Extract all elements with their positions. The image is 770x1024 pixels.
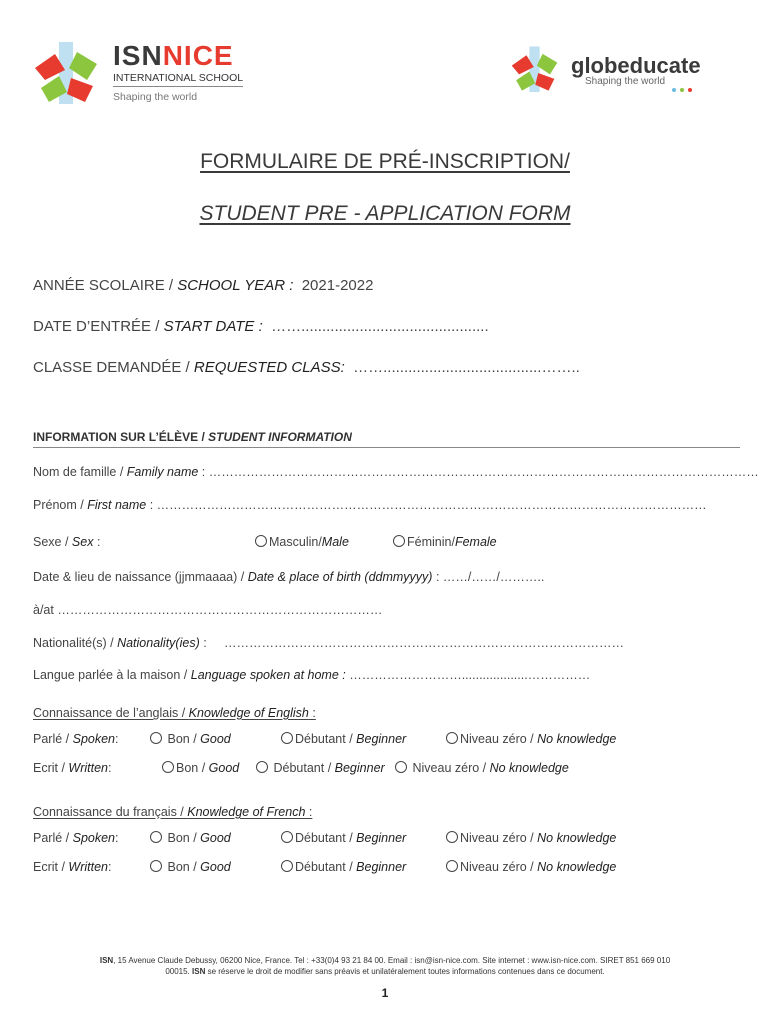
english-heading-en: Knowledge of English xyxy=(188,706,309,720)
beginner-en: Beginner xyxy=(356,831,407,845)
isn-nice-logo xyxy=(33,40,273,108)
language-label-fr: Langue parlée à la maison / xyxy=(33,668,191,682)
french-spoken-beginner[interactable] xyxy=(281,831,406,845)
footer-isn-2: ISN xyxy=(192,967,206,976)
start-date-label-fr: DATE D’ENTRÉE / xyxy=(33,318,164,335)
student-info-heading-fr: INFORMATION SUR L’ÉLÈVE / xyxy=(33,430,209,444)
logo-brand-a: ISN xyxy=(113,40,163,71)
sex-option-male[interactable] xyxy=(255,535,349,549)
school-year-label-en: SCHOOL YEAR : xyxy=(177,277,294,294)
beginner-en: Beginner xyxy=(334,761,385,775)
start-date-field[interactable]: ……............................................. xyxy=(271,318,489,335)
radio-icon[interactable] xyxy=(255,535,267,547)
footer-line2b: se réserve le droit de modifier sans préavis et unilatéralement toutes informations contenues dans ce document. xyxy=(205,967,605,976)
good-fr: Bon / xyxy=(167,860,201,874)
student-info-heading-en: STUDENT INFORMATION xyxy=(208,430,352,444)
sex-option-female[interactable] xyxy=(393,535,497,549)
beginner-en: Beginner xyxy=(356,860,407,874)
logo-subtitle: INTERNATIONAL SCHOOL xyxy=(113,72,243,87)
language-field[interactable]: ………………………...................…………… xyxy=(345,668,591,682)
french-written-fr: Ecrit / xyxy=(33,860,69,874)
english-written-beginner[interactable] xyxy=(256,761,385,775)
radio-icon[interactable] xyxy=(281,732,293,744)
english-written-good[interactable] xyxy=(162,761,239,775)
family-name-field[interactable]: : …………………………………………………………………………………………………………………… xyxy=(198,465,759,479)
english-spoken-label xyxy=(33,732,119,746)
radio-icon[interactable] xyxy=(395,761,407,773)
start-date-label-en: START DATE : xyxy=(163,318,263,335)
beginner-fr: Débutant / xyxy=(295,732,357,746)
radio-icon[interactable] xyxy=(446,860,458,872)
globeducate-tagline: Shaping the world xyxy=(585,76,666,87)
radio-icon[interactable] xyxy=(281,860,293,872)
family-name-line xyxy=(33,465,759,479)
radio-icon[interactable] xyxy=(446,831,458,843)
none-fr: Niveau zéro / xyxy=(460,831,538,845)
english-written-en: Written xyxy=(68,761,109,775)
nationality-line xyxy=(33,636,624,650)
radio-icon[interactable] xyxy=(150,860,162,872)
requested-class-label-fr: CLASSE DEMANDÉE / xyxy=(33,359,194,376)
beginner-fr: Débutant / xyxy=(273,761,335,775)
english-written-none[interactable] xyxy=(395,761,569,775)
french-written-good[interactable] xyxy=(150,860,231,874)
french-spoken-colon: : xyxy=(115,831,119,845)
birth-label-en: Date & place of birth (ddmmyyyy) xyxy=(247,570,433,584)
english-heading-fr: Connaissance de l’anglais / xyxy=(33,706,189,720)
good-fr: Bon / xyxy=(167,732,201,746)
first-name-line xyxy=(33,498,707,512)
globeducate-brand: globeducate xyxy=(571,53,701,78)
school-year-label-fr: ANNÉE SCOLAIRE / xyxy=(33,277,178,294)
female-label-en: Female xyxy=(454,535,497,549)
french-written-label xyxy=(33,860,112,874)
start-date-line xyxy=(33,318,489,335)
birth-line xyxy=(33,570,544,584)
radio-icon[interactable] xyxy=(162,761,174,773)
female-label-fr: Féminin/ xyxy=(407,535,455,549)
nationality-label-en: Nationality(ies) xyxy=(117,636,200,650)
globeducate-dots-icon xyxy=(672,79,692,97)
french-written-colon: : xyxy=(108,860,112,874)
radio-icon[interactable] xyxy=(150,831,162,843)
nationality-label-fr: Nationalité(s) / xyxy=(33,636,118,650)
radio-icon[interactable] xyxy=(281,831,293,843)
requested-class-label-en: REQUESTED CLASS: xyxy=(193,359,345,376)
french-spoken-en: Spoken xyxy=(72,831,116,845)
footer-line1: , 15 Avenue Claude Debussy, 06200 Nice, France. Tel : +33(0)4 93 21 84 00. Email : isn@isn-nice.com. Site internet : www.isn-nice.com. SIRET 851 669 010 xyxy=(113,956,671,965)
french-heading-fr: Connaissance du français / xyxy=(33,805,188,819)
english-spoken-en: Spoken xyxy=(72,732,116,746)
french-spoken-none[interactable] xyxy=(446,831,616,845)
good-en: Good xyxy=(200,732,231,746)
requested-class-field[interactable]: ……......................................…….. xyxy=(353,359,580,376)
english-written-label xyxy=(33,761,112,775)
title-en: STUDENT PRE - APPLICATION FORM xyxy=(199,202,571,225)
birth-place-field[interactable]: à/at …………………………………………………………………… xyxy=(33,603,383,617)
french-written-beginner[interactable] xyxy=(281,860,406,874)
none-fr: Niveau zéro / xyxy=(412,761,490,775)
sex-label xyxy=(33,535,100,549)
radio-icon[interactable] xyxy=(150,732,162,744)
french-heading: Connaissance du français / Knowledge of French : xyxy=(33,805,313,819)
radio-icon[interactable] xyxy=(256,761,268,773)
isn-star-icon xyxy=(33,40,103,108)
english-heading: Connaissance de l’anglais / Knowledge of English : xyxy=(33,706,316,720)
sex-label-fr: Sexe / xyxy=(33,535,72,549)
section-divider xyxy=(33,447,740,448)
english-written-colon: : xyxy=(108,761,112,775)
english-spoken-colon: : xyxy=(115,732,119,746)
sex-colon: : xyxy=(93,535,101,549)
none-fr: Niveau zéro / xyxy=(460,860,538,874)
school-year-value: 2021-2022 xyxy=(301,277,374,294)
family-name-label-fr: Nom de famille / xyxy=(33,465,127,479)
globeducate-logo xyxy=(510,45,710,95)
french-spoken-good[interactable] xyxy=(150,831,231,845)
good-en: Good xyxy=(200,831,231,845)
sex-label-en: Sex xyxy=(71,535,94,549)
good-fr: Bon / xyxy=(167,831,201,845)
good-fr: Bon / xyxy=(176,761,209,775)
english-spoken-good[interactable] xyxy=(150,732,231,746)
none-en: No knowledge xyxy=(537,831,617,845)
radio-icon[interactable] xyxy=(446,732,458,744)
birth-date-field[interactable]: : ……/……/……….. xyxy=(432,570,545,584)
first-name-label-en: First name xyxy=(87,498,147,512)
globeducate-star-icon xyxy=(510,45,562,95)
none-en: No knowledge xyxy=(489,761,569,775)
english-spoken-beginner[interactable] xyxy=(281,732,406,746)
title-fr: FORMULAIRE DE PRÉ-INSCRIPTION/ xyxy=(200,150,570,173)
none-en: No knowledge xyxy=(537,732,617,746)
student-info-heading xyxy=(33,430,352,444)
english-spoken-fr: Parlé / xyxy=(33,732,73,746)
french-spoken-fr: Parlé / xyxy=(33,831,73,845)
beginner-fr: Débutant / xyxy=(295,860,357,874)
beginner-fr: Débutant / xyxy=(295,831,357,845)
logo-brand-b: NICE xyxy=(162,40,234,71)
french-written-en: Written xyxy=(68,860,109,874)
french-spoken-label xyxy=(33,831,119,845)
none-en: No knowledge xyxy=(537,860,617,874)
nationality-field[interactable]: : …………………………………………………………………………………… xyxy=(199,636,625,650)
requested-class-line xyxy=(33,359,580,376)
first-name-label-fr: Prénom / xyxy=(33,498,88,512)
footer-isn: ISN xyxy=(99,956,114,965)
language-label-en: Language spoken at home : xyxy=(190,668,346,682)
first-name-field[interactable]: : …………………………………………………………………………………………………………………… xyxy=(146,498,707,512)
none-fr: Niveau zéro / xyxy=(460,732,538,746)
radio-icon[interactable] xyxy=(393,535,405,547)
french-heading-en: Knowledge of French xyxy=(187,805,306,819)
male-label-en: Male xyxy=(321,535,349,549)
english-written-fr: Ecrit / xyxy=(33,761,69,775)
logo-tagline: Shaping the world xyxy=(113,91,198,103)
school-year-line xyxy=(33,277,373,294)
beginner-en: Beginner xyxy=(356,732,407,746)
birth-label-fr: Date & lieu de naissance (jjmmaaaa) / xyxy=(33,570,248,584)
footer-line2a: 00015. xyxy=(165,967,193,976)
footer-address xyxy=(0,955,770,977)
male-label-fr: Masculin/ xyxy=(269,535,322,549)
page-number: 1 xyxy=(381,986,389,1000)
family-name-label-en: Family name xyxy=(126,465,199,479)
language-line xyxy=(33,668,590,682)
english-spoken-none[interactable] xyxy=(446,732,616,746)
french-written-none[interactable] xyxy=(446,860,616,874)
good-en: Good xyxy=(208,761,240,775)
good-en: Good xyxy=(200,860,231,874)
